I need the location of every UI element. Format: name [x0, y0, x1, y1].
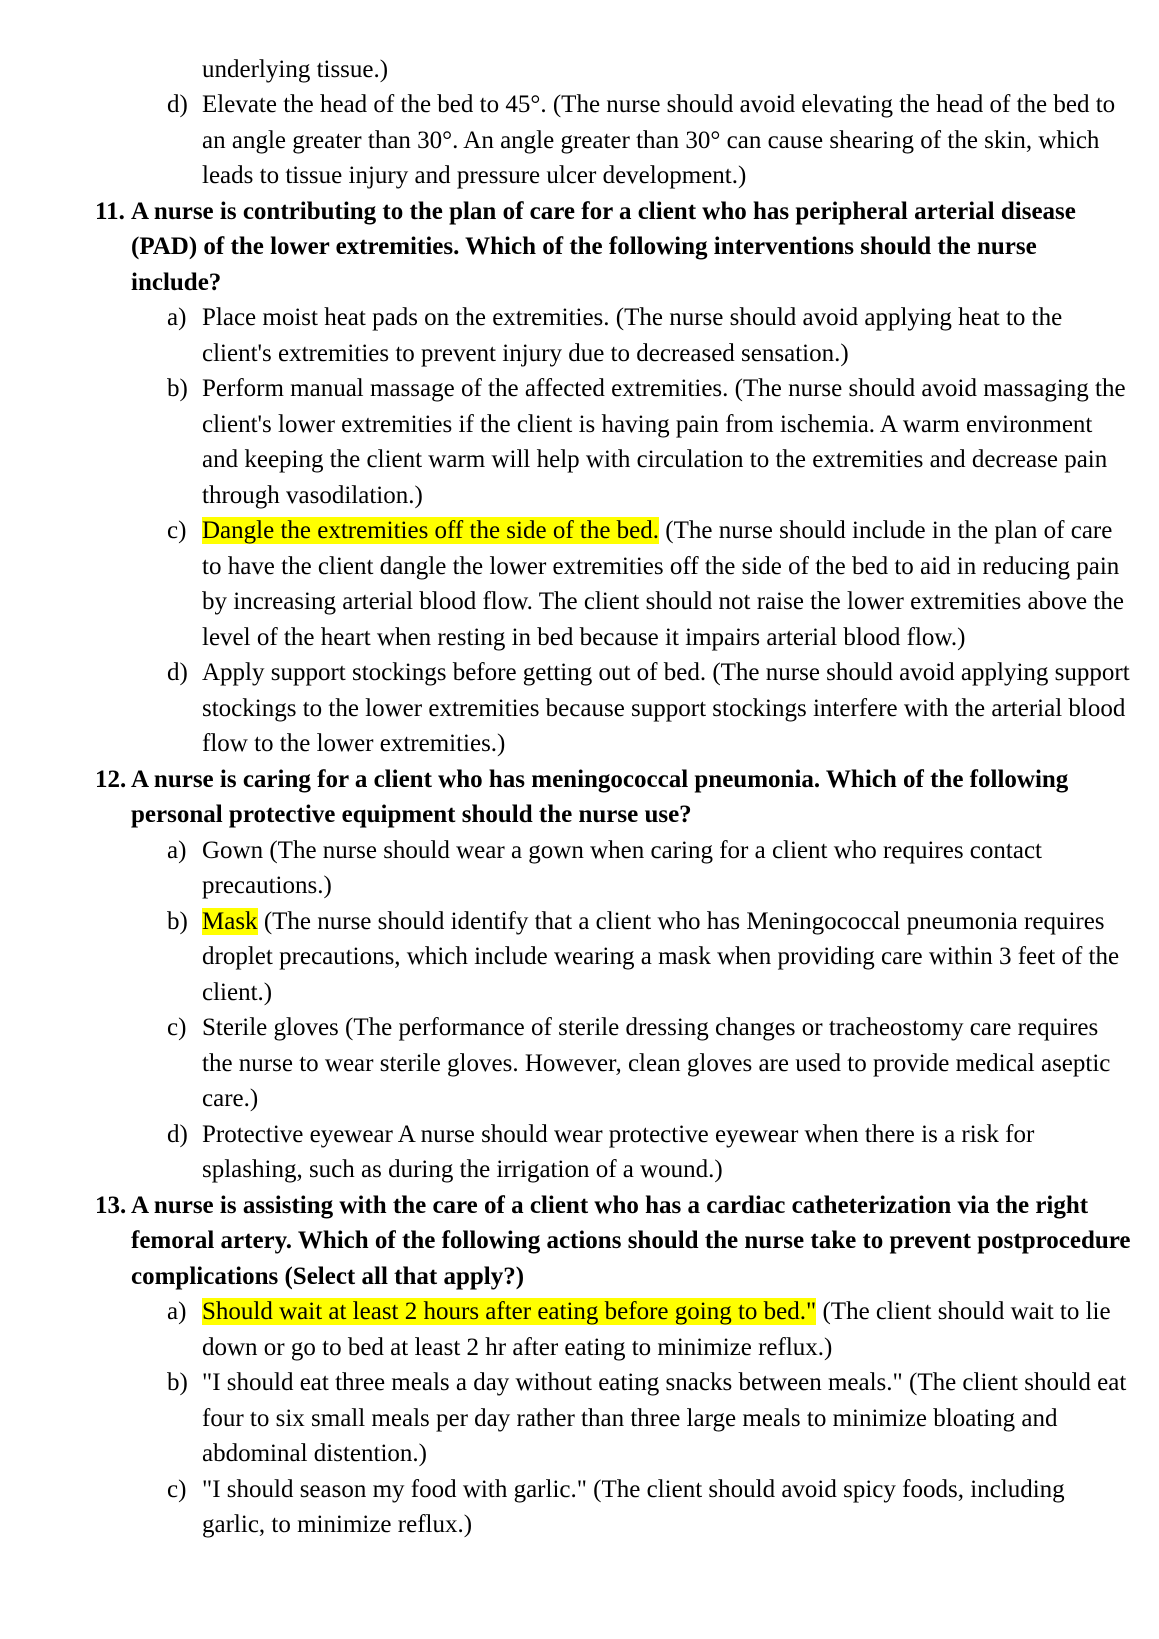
option-letter: d) — [167, 91, 188, 118]
question-12-stem — [0, 762, 1131, 833]
option-letter: c) — [167, 517, 187, 544]
option-text: "I should season my food with garlic." (The client should avoid spicy foods, including garlic, to minimize reflux.) — [202, 1475, 1065, 1538]
document-body — [0, 87, 1159, 1543]
option-text: Perform manual massage of the affected extremities. (The nurse should avoid massaging the client's lower extremities if the client is having pain from ischemia. A warm environment and keeping the client warm will help with circulation to the extremities and decrease pain through vasodilation.) — [202, 375, 1126, 509]
question-13-option-b — [0, 1365, 1132, 1472]
highlighted-answer: Dangle the extremities off the side of the bed. — [202, 517, 660, 544]
option-letter: a) — [167, 836, 187, 864]
carryover-text — [202, 52, 1132, 88]
option-letter: b) — [167, 1369, 188, 1396]
option-letter: b) — [167, 375, 188, 402]
question-text: A nurse is contributing to the plan of care for a client who has peripheral arterial disease (PAD) of the lower extremities. Which of the following interventions should the nurse include? — [131, 197, 1076, 296]
option-text: Gown (The nurse should wear a gown when caring for a client who requires contact precautions.) — [202, 836, 1042, 899]
question-11-option-c — [0, 513, 1132, 655]
question-number: 11. — [95, 197, 125, 225]
option-letter: a) — [167, 1298, 187, 1325]
question-13-option-c — [0, 1472, 1132, 1543]
option-letter: a) — [167, 304, 187, 331]
option-text: (The nurse should include in the plan of care to have the client dangle the lower extremities off the side of the bed to aid in reducing pain by increasing arterial blood flow. The client should not raise the lower extremities above the level of the heart when resting in bed because it impairs arterial blood flow.) — [202, 517, 1124, 651]
option-letter: b) — [167, 907, 188, 935]
question-11-stem — [0, 194, 1131, 301]
question-11-option-a — [0, 300, 1132, 371]
option-letter: d) — [167, 1120, 188, 1148]
carryover-line: underlying tissue.) — [202, 56, 389, 83]
question-13-option-a — [0, 1294, 1132, 1365]
question-number: 12. — [95, 765, 127, 793]
question-text: A nurse is caring for a client who has meningococcal pneumonia. Which of the following personal protective equipment should the nurse use? — [131, 765, 1069, 828]
option-text: Protective eyewear A nurse should wear protective eyewear when there is a risk for splashing, such as during the irrigation of a wound.) — [202, 1120, 1035, 1183]
option-text: (The nurse should identify that a client who has Meningococcal pneumonia requires droplet precautions, which include wearing a mask when providing care within 3 feet of the client.) — [202, 907, 1120, 1006]
question-12-option-b — [0, 904, 1132, 1011]
highlighted-answer: Mask — [202, 907, 258, 935]
question-12-option-a — [0, 833, 1132, 904]
option-letter: d) — [167, 659, 188, 686]
question-12-option-d — [0, 1117, 1132, 1188]
question-number: 13. — [95, 1191, 127, 1219]
question-11-option-d — [0, 655, 1132, 762]
question-11-option-b — [0, 371, 1132, 513]
option-text: Apply support stockings before getting out of bed. (The nurse should avoid applying support stockings to the lower extremities because support stockings interfere with the arterial blood flow to the lower extremities.) — [202, 659, 1130, 757]
option-text: (The client should wait to lie down or go to bed at least 2 hr after eating to minimize reflux.) — [202, 1298, 1111, 1361]
option-text: Elevate the head of the bed to 45°. (The nurse should avoid elevating the head of the bed to an angle greater than 30°. An angle greater than 30° can cause shearing of the skin, which leads to tissue injury and pressure ulcer development.) — [202, 91, 1116, 189]
question-13-stem — [0, 1188, 1131, 1295]
option-d-carryover — [0, 87, 1132, 194]
question-12-option-c — [0, 1010, 1132, 1117]
option-text: "I should eat three meals a day without eating snacks between meals." (The client should eat four to six small meals per day rather than three large meals to minimize bloating and abdominal distention.) — [202, 1369, 1127, 1467]
option-text: Sterile gloves (The performance of sterile dressing changes or tracheostomy care requires the nurse to wear sterile gloves. However, clean gloves are used to provide medical aseptic care.) — [202, 1014, 1111, 1112]
highlighted-answer: Should wait at least 2 hours after eating before going to bed." — [202, 1298, 817, 1325]
option-letter: c) — [167, 1014, 187, 1041]
option-text: Place moist heat pads on the extremities. (The nurse should avoid applying heat to the client's extremities to prevent injury due to decreased sensation.) — [202, 304, 1063, 367]
question-text: A nurse is assisting with the care of a client who has a cardiac catheterization via the right femoral artery. Which of the following actions should the nurse take to prevent postprocedure complications (Select all that apply?) — [131, 1191, 1131, 1290]
option-letter: c) — [167, 1475, 187, 1503]
